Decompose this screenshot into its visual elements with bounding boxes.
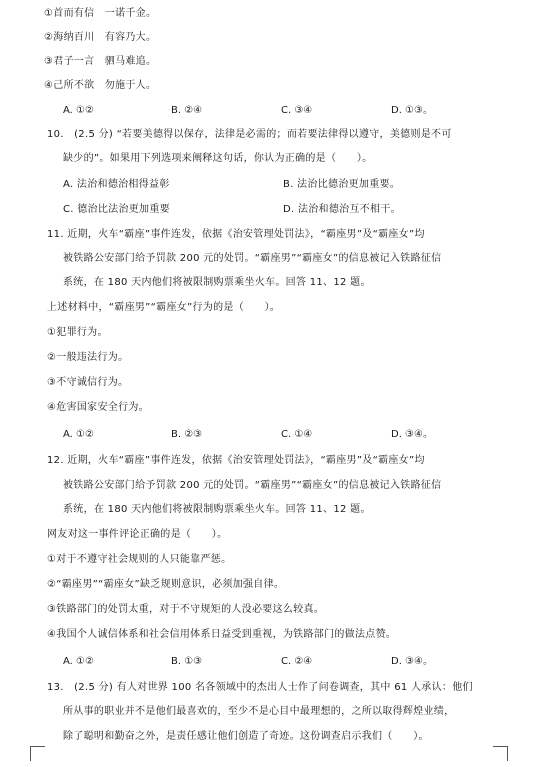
q12-option-b: B. ①③: [171, 656, 203, 667]
q11-option-d: D. ③④。: [391, 429, 433, 440]
q9-option-b: B. ②④: [171, 105, 203, 116]
q13-stem-line1: 13. (2.5 分) 有人对世界 100 名各领域中的杰出人士作了问卷调查，其中 61 人承认：他们: [47, 682, 473, 693]
q10-option-c: C. 德治比法治更加重要: [63, 204, 170, 215]
q9-item-1: ①首而有信 一诺千金。: [44, 8, 157, 19]
q11-stem-line3: 系统，在 180 天内他们将被限制购票乘坐火车。回答 11、12 题。: [63, 277, 371, 288]
q11-option-a: A. ①②: [63, 429, 94, 440]
q12-option-c: C. ②④: [281, 656, 313, 667]
q12-option-d: D. ③④。: [391, 656, 433, 667]
q10-option-b: B. 法治比德治更加重要。: [283, 179, 401, 190]
crop-mark-bottom-right: [493, 746, 508, 761]
q11-item-2: ②一般违法行为。: [47, 352, 129, 363]
q12-stem-line2: 被铁路公安部门给予罚款 200 元的处罚。“霸座男”“霸座女”的信息被记入铁路征信: [63, 480, 442, 491]
q12-option-a: A. ①②: [63, 656, 94, 667]
q12-item-2: ②“霸座男”“霸座女”缺乏规则意识，必须加强自律。: [47, 579, 285, 590]
q9-option-d: D. ①③。: [391, 105, 433, 116]
q9-option-a: A. ①②: [63, 105, 94, 116]
crop-mark-bottom-left: [30, 746, 45, 761]
q13-stem-line2: 所从事的职业并不是他们最喜欢的，至少不是心目中最理想的，之所以取得辉煌业绩，: [63, 706, 455, 717]
q12-item-1: ①对于不遵守社会规则的人只能靠严惩。: [47, 554, 232, 565]
q12-item-3: ③铁路部门的处罚太重，对于不守规矩的人没必要这么较真。: [47, 604, 325, 615]
q9-option-c: C. ③④: [281, 105, 313, 116]
q11-item-1: ①犯罪行为。: [47, 327, 108, 338]
q11-question: 上述材料中，“霸座男”“霸座女”行为的是（ ）。: [47, 302, 281, 313]
q11-stem-line1: 11. 近期，火车“霸座”事件连发，依据《治安管理处罚法》，“霸座男”及“霸座女”均: [47, 229, 425, 240]
q11-item-3: ③不守诚信行为。: [47, 377, 129, 388]
q10-option-d: D. 法治和德治互不相干。: [283, 204, 401, 215]
q12-question: 网友对这一事件评论正确的是（ ）。: [47, 529, 228, 540]
q9-item-4: ④己所不欲 勿施于人。: [44, 80, 157, 91]
q12-stem-line3: 系统，在 180 天内他们将被限制购票乘坐火车。回答 11、12 题。: [63, 504, 371, 515]
q13-stem-line3: 除了聪明和勤奋之外，是责任感让他们创造了奇迹。这份调查启示我们（ ）。: [63, 731, 429, 742]
q11-item-4: ④危害国家安全行为。: [47, 402, 149, 413]
q12-item-4: ④我国个人诚信体系和社会信用体系日益受到重视，为铁路部门的做法点赞。: [47, 629, 397, 640]
q10-stem-line2: 缺少的”。如果用下列选项来阐释这句话，你认为正确的是（ ）。: [63, 153, 373, 164]
q12-stem-line1: 12. 近期，火车“霸座”事件连发，依据《治安管理处罚法》，“霸座男”及“霸座女”均: [47, 455, 425, 466]
q9-item-3: ③君子一言 驷马难追。: [44, 56, 157, 67]
q11-stem-line2: 被铁路公安部门给予罚款 200 元的处罚。“霸座男”“霸座女”的信息被记入铁路征信: [63, 253, 442, 264]
q11-option-c: C. ①④: [281, 429, 313, 440]
q9-item-2: ②海纳百川 有容乃大。: [44, 32, 157, 43]
q11-option-b: B. ②③: [171, 429, 203, 440]
q10-stem-line1: 10. (2.5 分) “若要美德得以保存，法律是必需的；而若要法律得以遵守，美德则是不可: [47, 129, 452, 140]
q10-option-a: A. 法治和德治相得益彰: [63, 179, 170, 190]
